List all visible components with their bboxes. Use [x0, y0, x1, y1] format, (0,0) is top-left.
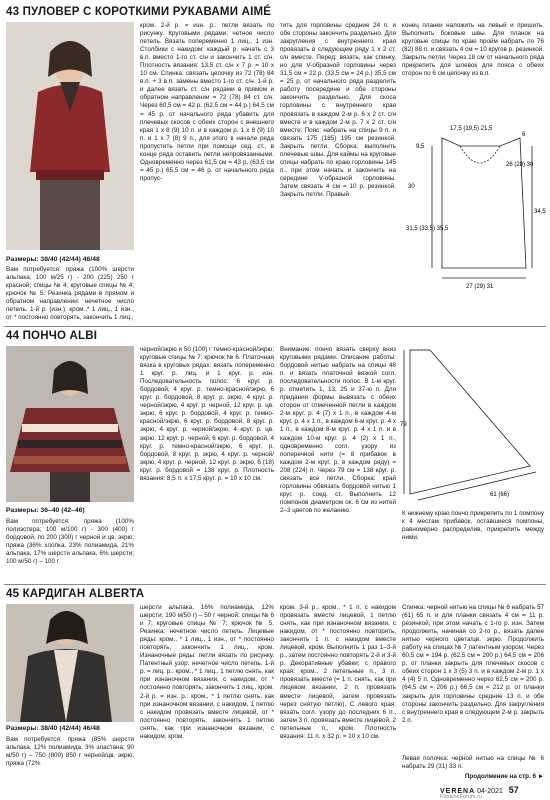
pullover-illustration	[6, 22, 134, 250]
diagram44-dim-v: 79	[400, 422, 407, 428]
sec43-sizes: Размеры: 38/40 (42/44) 46/48	[6, 256, 100, 263]
section-43-title: 43 ПУЛОВЕР С КОРОТКИМИ РУКАВАМИ AIMÉ	[6, 6, 272, 18]
sec45-column-3b: Левая полочка: черной нитью на спицы № 6 набрать 29 (31) 33 п.	[402, 755, 544, 771]
diagram43-h-left: 30	[408, 184, 415, 190]
diagram43-h-right: 34,5	[534, 209, 546, 215]
sec44-sizes: Размеры: 36–40 (42–46)	[6, 507, 85, 514]
sec45-materials: Вам потребуется: пряжа (85% шерсти альпака, 12% полиамида, 3% эластана; 90 м/50 г) – 750 (800) 850 г черной/цв. экрю; пряжа (72%	[6, 736, 134, 768]
diagram43-bottom: 27 (29) 31	[466, 284, 494, 290]
diagram44-dim-d: 61 (66)	[490, 492, 510, 498]
sec44-column-3: К нижнему краю пончо прикрепить по 1 помпону к 4 местам прибавок, оставшиеся помпоны, равномерно распределив, прикрепить между ними.	[402, 510, 544, 542]
diagram43-shoulder: 6	[522, 132, 526, 138]
sec44-column-2: Внимание: пончо вязать сверху вниз круговыми рядами. Описание работы: бордовой нитью набрать на спицы 48 п. и вязать платочной вязкой согл. последовательности полос. В 1-м круг. р. отметить 1, 13, 25 и 37-ю п. Для придания формы вывязать с обеих сторон от отмеченной петли в каждом 2-м круг. р. 4 (7) х 1 п., в каждом 4-м круг. р. 4 х 1 п., в каждом 6-м круг. р. 4 х 1 п., в каждом 8-м круг. р. 4 х 1 п. и в каждом 10-м круг. р. 4 (2) х 1 п., одновременно согл. узору из поперечной нити (= 8 прибавок в каждом 2-м круг. р. в каждом ряду) = 208 (224) п. Через 79 см = 138 круг. р. связать все петли. Сборка: край горловины обвязать бордовой нитью 1 круг. р. соед. ст. Выполнить 12 помпонов диаметром ок. 6 см из нитей 2–3 цветов по желанию.	[280, 346, 396, 514]
section-44-title: 44 ПОНЧО ALBI	[6, 330, 98, 342]
section-45-title: 45 КАРДИГАН ALBERTA	[6, 588, 145, 600]
diagram43-h-neck: 9,5	[416, 144, 425, 150]
divider-2	[4, 584, 546, 585]
diagram43-w-top: 17,5 (19,5) 21,5	[450, 126, 493, 132]
sec44-materials: Вам потребуется: пряжа (100% полиэстера; 100 м/100 г) - 300 (400) г бордовой, по 200 (300) г черной и цв. экрю; пряжа (36% хлопка, 23% полиамида, 21% альпака, 17% шерсти альпака, 6% шерсти; 100 м/50 г) – 100 г	[6, 518, 134, 566]
diagram43-v-mid: 31,5 (33,5) 35,5	[406, 226, 449, 232]
sec45-column-3: Спинка: черной нитью на спицы № 6 набрать 57 (61) 65 п. и для планки связать 4 см = 11 р. резинкой, при этом начать с 1-го р. изн. Затем продолжить, начиная со 2-го р., вязать далее нитью черного цвета/цв. экрю. Продолжить работу на спицах № 7 патентным узором. Через 60,5 см = 194 р. (62,5 см = 200 р.) 64,5 см = 206 р. от планки закрыть для плечевых скосов с обеих сторон 1 х 3 (5) 3 п. и в каждом 2-м р. 1 х 4 (4) 5 п. Одновременно через 62,5 см = 200 р. (64,5 см = 206 р.) 66,5 см = 212 р. от планки закрыть для горловины средние 13 п. и обе стороны закончить раздельно. Для закругления с внутреннего края в следующем 2-м р. закрыть 2 п.	[402, 604, 544, 724]
sec45-column-1: шерсти альпака, 16% полиамида, 12% шерсти; 190 м/50 г) – 50 г черной; спицы № 6 и 7; круговые спицы № 7; крючок № 5. Резинка: нечетное число петель. Лицевые ряды: кром., * 1 лиц., 1 изн., от * постоянно повторять, закончить 1 лиц., кром. Изнаночные ряды: петли вязать по рисунку. Патентный узор: нечетное число петель. 1-й р. = лиц. р.: кром., * 1 лиц., 1 петлю снять, как при изнаночном вязании, с накидом, от * постоянно повторять, закончить 1 лиц., кром. 2-й р. = изн. р.: кром., * 1 петлю снять, как при изнаночном вязании, с накидом, 1 петлю с накидом провязать вместе лицевой, от * постоянно повторять, закончить 1 петлю снять, как при изнаночном вязании, с накидом, кром.	[140, 604, 275, 740]
cardigan-illustration	[6, 604, 134, 722]
footer-issue: 04-2021	[477, 788, 503, 795]
sec44-column-1: черной/экрю и 50 (100) г темно-красной/экрю; круговые спицы № 7; крючок № 6. Платочная вязка в круговых рядах: вязать попеременно 1 круг. р. лиц. и 1 круг. р. изн. Последовательность полос: 6 круг. р. бордовой, 4 круг. р. темно-красной/экрю, 6 круг. р. бордовой, 8 круг. р. экрю, 4 круг. р. черной/экрю, 4 круг. р. черной, 12 круг. р. цв. экрю, 6 круг. р. бордовой, 4 круг. р. темно-красной/экрю, 6 круг. р. бордовой, 8 круг. р. экрю, 4 круг. р. черной/экрю, 4 круг. р. цв. экрю, 12 круг. р. черной, 6 круг. р. бордовой, 4 круг. р. темно-красной/экрю, 6 круг. р. бордовой, 8 круг. р. экрю, 4 круг. р. черной/экрю, 4 круг. р. черной, 12 круг. р. экрю, 6 (18) круг. р. бордовой = 138 круг. р. Плотность вязания: 8,5 п. х 17,5 круг. р. = 10 х 10 см.	[140, 346, 274, 482]
sec43-column-3: конец планки наложить на левый и пришить. Выполнить боковые швы. Для планок на круговые спицы по краю пройм набрать по 76 (82) 88 п. и связать 4 см = 10 кругов р. резинкой. Закрыть петли. Через 18 см от начального ряда прикрепить для шлевок для пояса с обеих сторон по 6 см цепочку из в.п.	[402, 22, 544, 78]
divider-1	[4, 326, 546, 327]
sec45-sizes: Размеры: 38/40 (42/44) 46/48	[6, 725, 100, 732]
footer-brand: VERENA	[440, 788, 476, 795]
sec43-materials: Вам потребуется: пряжа (100% шерсти альпака; 100 м/25 г) - 200 (225) 250 г красной; спицы № 4; круговые спицы № 4; крючок № 5. Резинка рядами в прямом и обратном направлении: нечетное число петель. 1-й р. (изн.): кром.,* 1 лиц., 1 изн., от * постоянно повторять, закончить 1 лиц.,	[6, 266, 134, 322]
sec43-column-2: тить для горловины средние 24 п. и обе стороны закончить раздельно. Для закругления с внутреннего края провязать в следующем ряду 1 х 2 ст. с/н вместе. Перед: вязать, как спинку, но для V-образной горловины через 31,5 см = 22 р. (33,5 см = 24 р.) 35,5 см = 25 р. от начального ряда разделить работу посередине и обе стороны закончить раздельно. Для скоса горловины с внутреннего края провязать в каждом 2-м р. 6 х 2 ст. с/н вместе и в каждом 2-м р. 7 х 2 ст. с/н вместе. Пояс: набрать на спицы 9 п. и связать 175 (185) 195 см резинкой. Закрыть петли. Сборка: выполнить плечевые швы. Для каймы на круговые спицы набрать по краю горловины 145 п., при этом начать и закончить на середине V-образной горловины. Затем связать 4 см = 10 р. резинкой. Закрыть петли. Правый	[280, 22, 396, 198]
diagram43-v-right2: 26 (28) 30	[506, 162, 534, 168]
photo-poncho	[6, 346, 134, 502]
pullover-schema	[402, 118, 544, 328]
sec45-column-2: кром. 3-й р.: кром., * 1 п. с накидом провязать вместе лицевой, 1 петлю снять, как при изнаночном вязании, с накидом, от * постоянно повторять, закончить 1 п. с накидом вместе лицевой, кром. Выполнить 1 раз 1–3-й р., затем постоянно повторять 2-й и 3-й р. Декоративные убавки: с правого края: кром., 2 петельные п., 3 п. провязать вместе (= 1 п. снять, как при лицевом вязании, 2 п. провязать вместе лицевой, затем провязать через снятую петлю). С левого края: вязать согл. узору до последних 6 п., затем 3 п. провязать вместе лицевой, 2 петельные п., кром. Плотность вязания: 11 п. х 32 р. = 10 х 10 см.	[280, 604, 396, 740]
photo-cardigan	[6, 604, 134, 722]
footer-page: 57	[508, 785, 519, 795]
sec43-column-1: кром. 2-й р. = изн. р.: петли вязать по рисунку. Круговыми рядами: четное число петель. Вязать попеременно 1 лиц., 1 изн. Столбики с накидом: каждый р. начать с 3 в.п. вместо 1-го ст. с/н и закончить 1 ст. с/н. Плотность вязания: 13,5 ст. с/н х 7 р. = 10 х 10 см. Спинка: связать цепочку из 72 (78) 84 в.п. + 3 в.п. замены вместо 1-го ст. с/н. 1-й р. и далее вязать ст. с/н рядами в прямом и обратном направлении = 72 (78) 84 ст. с/н. Через 60,5 см = 42 р. (62,5 см = 44 р.) 64,5 см = 45 р. от начального ряда убавить для плечевых скосов с обеих сторон с внешнего края 1 х 8 (9) 10 п. и в каждом р. 1 х 8 (9) 10 п. и 1 х 7 (8) 9 п., для этого в начале ряда пропустить петли при помощи сед. ст., в конце ряда оставить петли непровязанными. Одновременно через 61,5 см = 43 р. (63,5 см = 45 р.) 65,5 см = 46 р. от начального ряда пропус-	[140, 22, 274, 182]
footer-site: PassionForum.ru	[440, 794, 482, 800]
poncho-illustration	[6, 346, 134, 502]
poncho-schema	[400, 346, 546, 506]
photo-pullover	[6, 22, 134, 250]
continue-note: Продолжение на стр. 6 ►	[464, 773, 544, 780]
